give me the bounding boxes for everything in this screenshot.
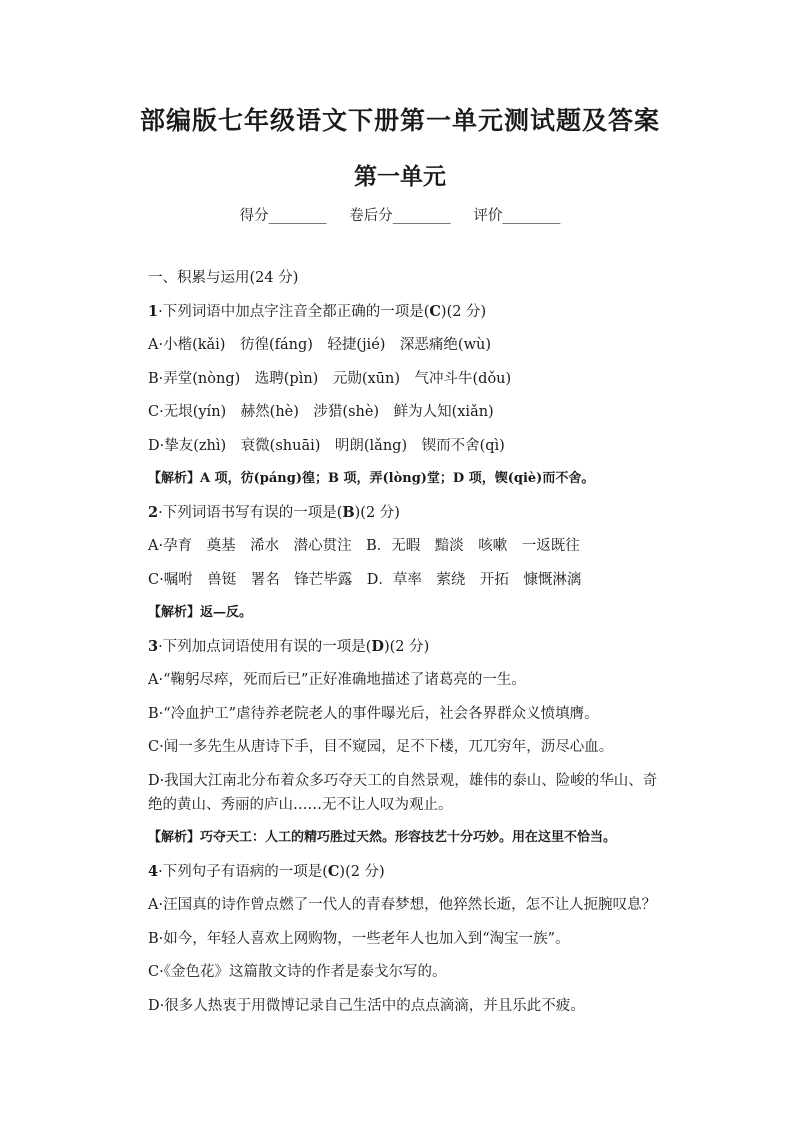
question-answer: C xyxy=(429,302,441,320)
analysis-note: 【解析】返—反。 xyxy=(148,605,253,620)
option-c: C·无垠(yín) 赫然(hè) 涉猎(shè) 鲜为人知(xiǎn) xyxy=(148,404,494,420)
option-c-d: C·嘱咐 兽铤 署名 锋芒毕露 D．草率 萦绕 开拓 慷慨淋漓 xyxy=(148,571,582,588)
question-content xyxy=(148,266,668,1027)
question-answer: B xyxy=(342,503,355,521)
section-heading: 一、积累与运用(24 分) xyxy=(148,270,299,286)
question-2-stem: 2·下列词语书写有误的一项是(B)(2 分) xyxy=(148,503,400,521)
analysis-note: 【解析】巧夺天工：人工的精巧胜过天然。形容技艺十分巧妙。用在这里不恰当。 xyxy=(148,830,617,845)
option-a: A·“鞠躬尽瘁，死而后已”正好准确地描述了诸葛亮的一生。 xyxy=(148,672,526,688)
option-d: D·很多人热衷于用微博记录自己生活中的点点滴滴，并且乐此不疲。 xyxy=(148,997,585,1014)
question-number: 3 xyxy=(148,637,159,655)
question-4-stem: 4·下列句子有语病的一项是(C)(2 分) xyxy=(148,862,385,880)
question-3-stem: 3·下列加点词语使用有误的一项是(D)(2 分) xyxy=(148,637,430,655)
option-a: A·小楷(kǎi) 彷徨(fáng) 轻捷(jié) 深恶痛绝(wù) xyxy=(148,337,492,353)
option-b: B·如今，年轻人喜欢上网购物，一些老年人也加入到“淘宝一族”。 xyxy=(148,930,570,947)
evaluation-field: 评价________ xyxy=(473,208,561,224)
question-answer: C xyxy=(327,862,340,880)
question-number: 2 xyxy=(148,503,159,521)
unit-title: 第一单元 xyxy=(354,163,446,190)
option-d: D·我国大江南北分布着众多巧夺天工的自然景观，雄伟的泰山、险峻的华山、奇绝的黄山、秀丽的庐山……无不让人叹为观止。 xyxy=(148,772,658,813)
option-d: D·挚友(zhì) 衰微(shuāi) 明朗(lǎng) 锲而不舍(qì) xyxy=(148,437,505,454)
option-b: B·“冷血护工”虐待养老院老人的事件曝光后，社会各界群众义愤填膺。 xyxy=(148,705,599,722)
final-score-field: 卷后分________ xyxy=(349,208,451,224)
option-c: C·闻一多先生从唐诗下手，目不窥园，足不下楼，兀兀穷年，沥尽心血。 xyxy=(148,739,614,755)
question-number: 4 xyxy=(148,862,159,880)
question-1-stem: 1·下列词语中加点字注音全都正确的一项是(C)(2 分) xyxy=(148,302,487,320)
option-a: A·汪国真的诗作曾点燃了一代人的青春梦想，他猝然长逝，怎不让人扼腕叹息？ xyxy=(148,897,657,913)
score-field: 得分________ xyxy=(239,208,327,224)
option-c: C·《金色花》这篇散文诗的作者是泰戈尔写的。 xyxy=(148,964,447,980)
option-b: B·弄堂(nòng) 选聘(pìn) 元勋(xūn) 气冲斗牛(dǒu) xyxy=(148,370,512,387)
option-a-b: A·孕育 奠基 浠水 潜心贯注 B．无暇 黯淡 咳嗽 一返既往 xyxy=(148,538,580,554)
document-title: 部编版七年级语文下册第一单元测试题及答案 xyxy=(139,106,660,135)
score-line xyxy=(0,204,800,225)
analysis-note: 【解析】A 项，彷(páng)徨；B 项，弄(lòng)堂；D 项，锲(qiè)而不舍。 xyxy=(148,471,595,486)
question-answer: D xyxy=(371,637,384,655)
question-number: 1 xyxy=(148,302,159,320)
